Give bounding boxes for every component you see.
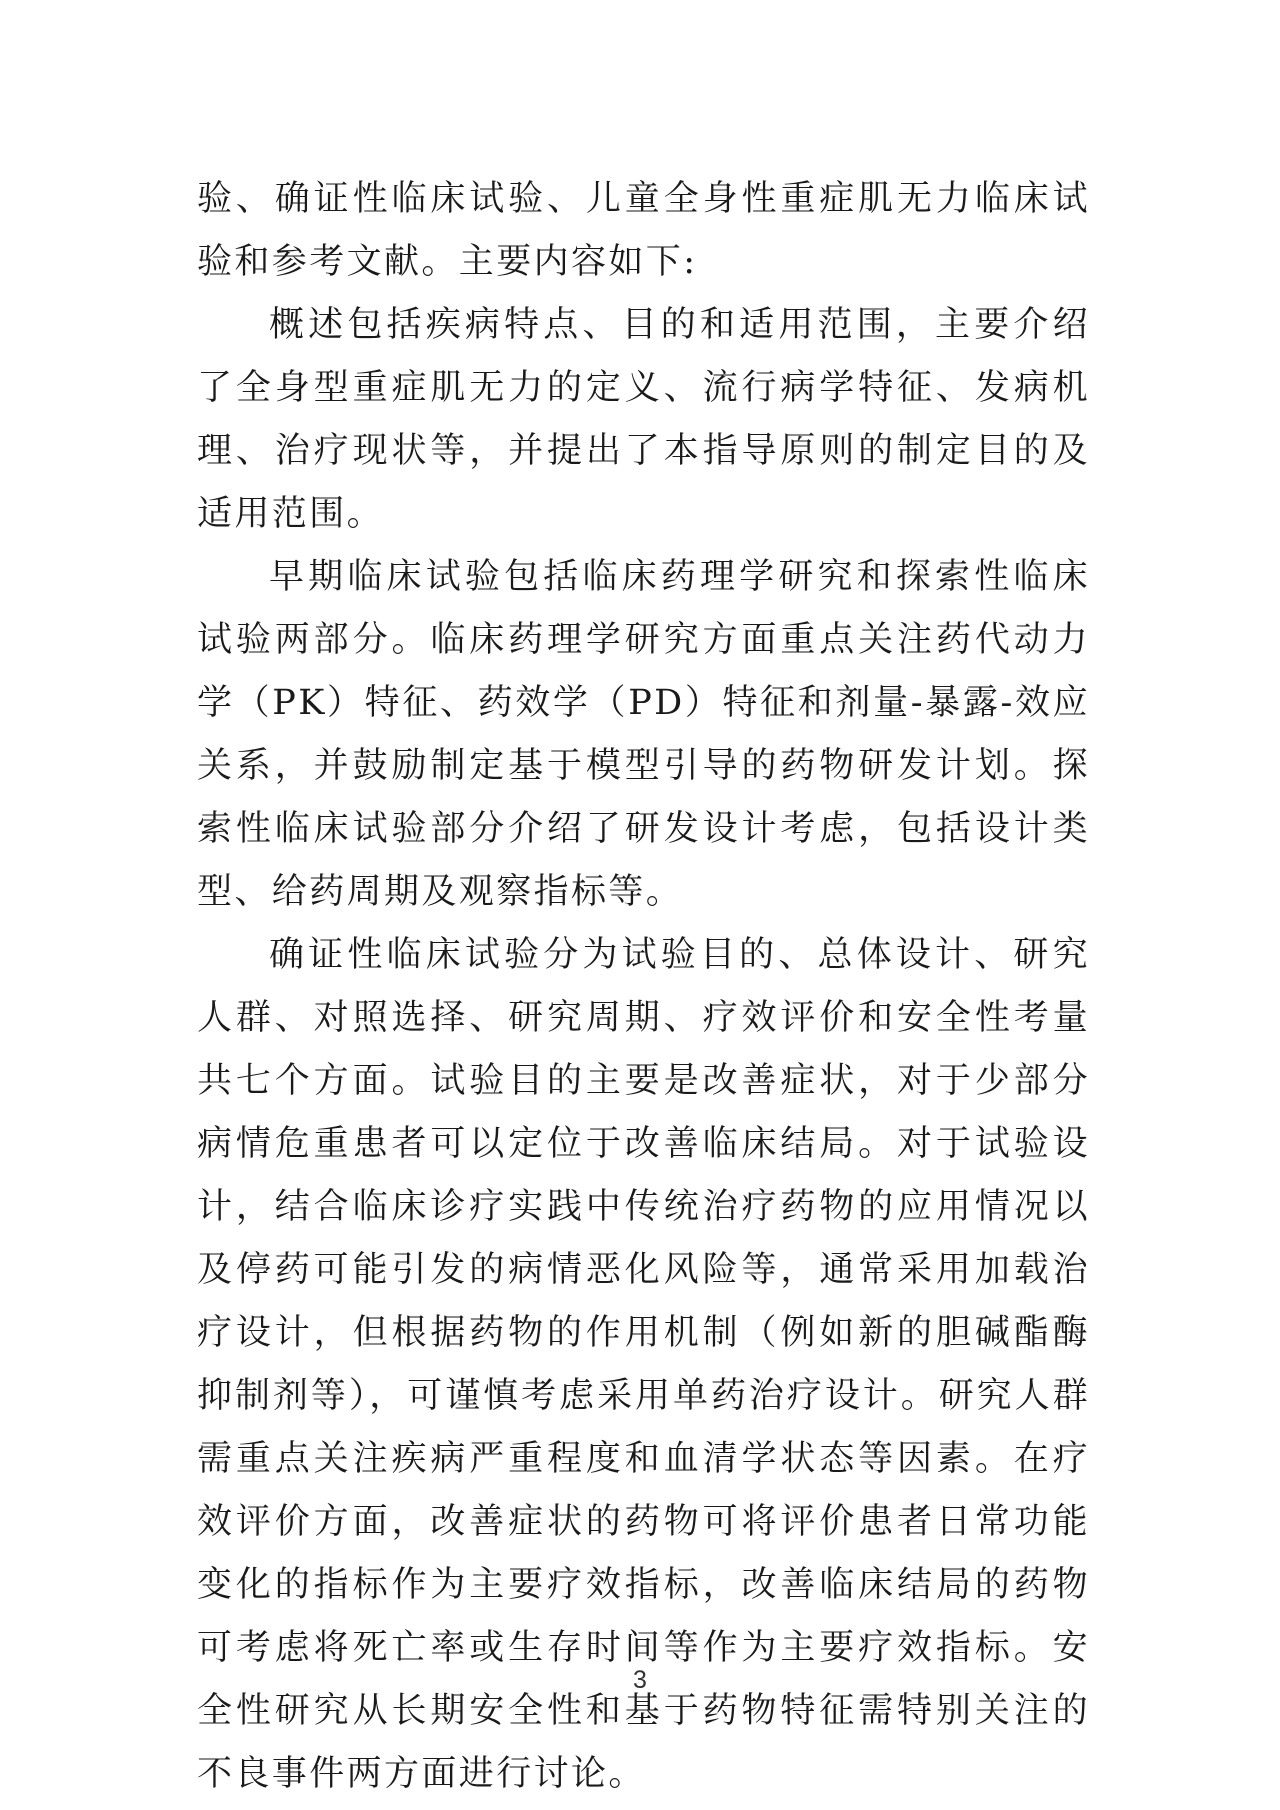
paragraph-intro-continued: 验、确证性临床试验、儿童全身性重症肌无力临床试验和参考文献。主要内容如下: (197, 179, 1090, 282)
page-number: 3 (633, 1666, 647, 1694)
document-body (197, 168, 1090, 1806)
paragraph-overview: 概述包括疾病特点、目的和适用范围，主要介绍了全身型重症肌无力的定义、流行病学特征、发病机理、治疗现状等，并提出了本指导原则的制定目的及适用范围。 (197, 305, 1090, 534)
paragraph-confirmatory-trials: 确证性临床试验分为试验目的、总体设计、研究人群、对照选择、研究周期、疗效评价和安全性考量共七个方面。试验目的主要是改善症状，对于少部分病情危重患者可以定位于改善临床结局。对于试验设计，结合临床诊疗实践中传统治疗药物的应用情况以及停药可能引发的病情恶化风险等，通常采用加载治疗设计，但根据药物的作用机制（例如新的胆碱酯酶抑制剂等），可谨慎考虑采用单药治疗设计。研究人群需重点关注疾病严重程度和血清学状态等因素。在疗效评价方面，改善症状的药物可将评价患者日常功能变化的指标作为主要疗效指标，改善临床结局的药物可考虑将死亡率或生存时间等作为主要疗效指标。安全性研究从长期安全性和基于药物特征需特别关注的不良事件两方面进行讨论。 (197, 935, 1090, 1794)
paragraph-early-trials: 早期临床试验包括临床药理学研究和探索性临床试验两部分。临床药理学研究方面重点关注药代动力学（PK）特征、药效学（PD）特征和剂量-暴露-效应关系，并鼓励制定基于模型引导的药物研发计划。探索性临床试验部分介绍了研发设计考虑，包括设计类型、给药周期及观察指标等。 (197, 557, 1090, 912)
